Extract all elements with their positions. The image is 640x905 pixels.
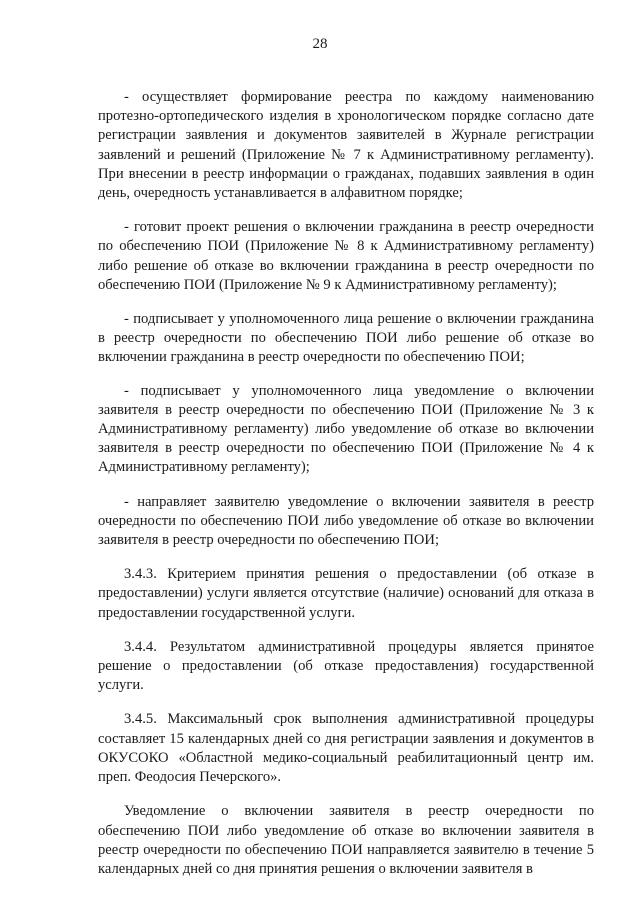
paragraph-sign-notification: - подписывает у уполномоченного лица уведомление о включении заявителя в реестр очередности по обеспечению ПОИ (Приложение № 3 к Административному регламенту) либо уведомление об отказе во включении заявителя в реестр очередности по обеспечению ПОИ (Приложение № 4 к Административному регламенту); [98, 382, 594, 476]
paragraph-sign-decision: - подписывает у уполномоченного лица решение о включении гражданина в реестр очередности по обеспечению ПОИ либо решение об отказе во включении гражданина в реестр очередности по обеспечению ПОИ; [98, 311, 594, 366]
paragraph-notification-deadline: Уведомление о включении заявителя в реестр очередности по обеспечению ПОИ либо уведомление об отказе во включении заявителя в реестр очередности по обеспечению ПОИ направляется заявителю в течение 5 календарных дней со дня принятия решения о включении заявителя в [98, 803, 594, 877]
paragraph-3-4-4: 3.4.4. Результатом административной процедуры является принятое решение о предоставлении (об отказе предоставления) государственной услуги. [98, 638, 594, 694]
paragraph-3-4-5: 3.4.5. Максимальный срок выполнения административной процедуры составляет 15 календарных дней со дня регистрации заявления и документов в ОКУСОКО «Областной медико-социальный реабилитационный центр им. преп. Феодосия Печерского». [98, 711, 594, 786]
paragraph-registry-formation: - осуществляет формирование реестра по каждому наименованию протезно-ортопедического изделия в хронологическом порядке согласно дате регистрации заявления и документов заявителей в Журнале регистрации заявлений и решений (Приложение № 7 к Административному регламенту). При внесении в реестр информации о гражданах, подавших заявления в один день, очередность устанавливается в алфавитном порядке; [98, 89, 594, 202]
document-body [98, 88, 594, 879]
page-number: 28 [312, 36, 328, 52]
paragraph-send-notification: - направляет заявителю уведомление о включении заявителя в реестр очередности по обеспечению ПОИ либо уведомление об отказе во включении заявителя в реестр очередности по обеспечению ПОИ; [98, 493, 594, 549]
paragraph-prepare-decision: - готовит проект решения о включении гражданина в реестр очередности по обеспечению ПОИ (Приложение № 8 к Административному регламенту) либо решение об отказе во включении гражданина в реестр очередности по обеспечению ПОИ (Приложение № 9 к Административному регламенту); [98, 219, 594, 293]
paragraph-3-4-3: 3.4.3. Критерием принятия решения о предоставлении (об отказе в предоставлении) услуги является отсутствие (наличие) оснований для отказа в предоставлении государственной услуги. [98, 566, 594, 621]
